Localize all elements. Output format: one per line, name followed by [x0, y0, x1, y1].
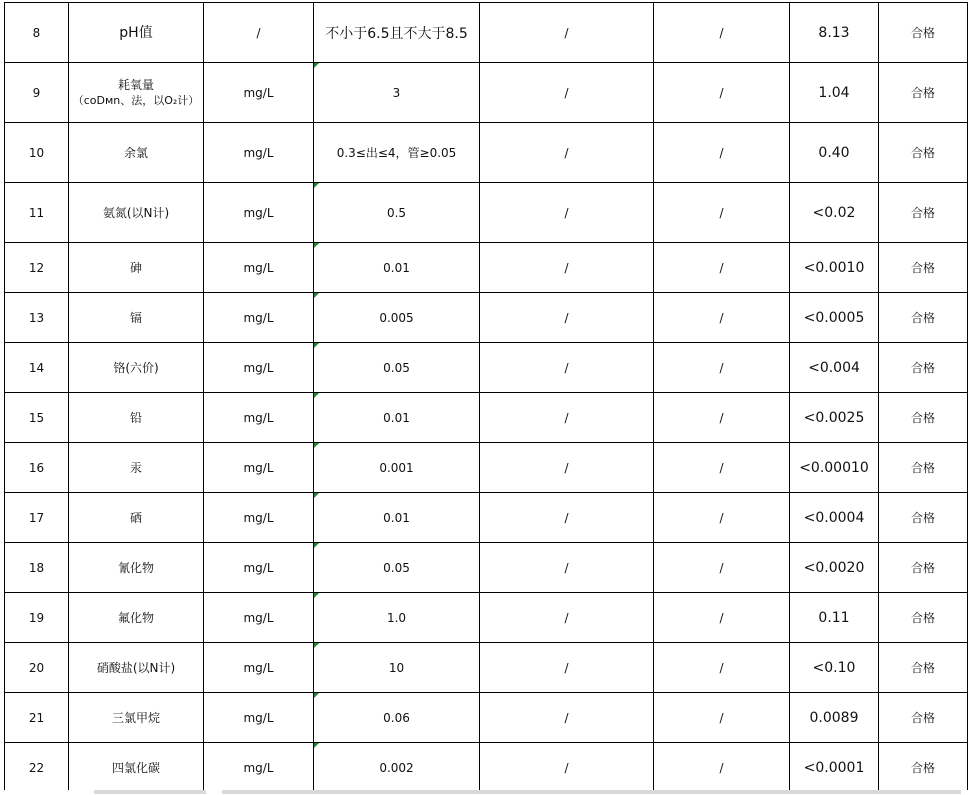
- unit-cell-text: mg/L: [243, 310, 274, 325]
- standard-cell[interactable]: [314, 743, 480, 793]
- row-number-cell-text: 16: [28, 460, 45, 475]
- row-number-cell[interactable]: [5, 243, 69, 293]
- blank-column-cell[interactable]: [654, 3, 790, 63]
- unit-cell[interactable]: [204, 123, 314, 183]
- verdict-cell-text: 合格: [910, 361, 935, 375]
- standard-cell-text: 0.5: [386, 205, 407, 220]
- blank-column-cell[interactable]: [654, 343, 790, 393]
- comment-marker-icon: [314, 743, 319, 748]
- item-name-cell[interactable]: [69, 443, 204, 493]
- standard-cell-text: 0.01: [383, 410, 410, 425]
- item-name-text: 三氯甲烷: [111, 710, 160, 725]
- result-cell[interactable]: [790, 543, 879, 593]
- standard-cell[interactable]: [314, 123, 480, 183]
- blank-column-cell-text: /: [564, 260, 569, 275]
- result-cell[interactable]: [790, 643, 879, 693]
- table-row: [5, 343, 968, 393]
- blank-column-cell[interactable]: [480, 643, 654, 693]
- unit-cell-text: mg/L: [243, 510, 274, 525]
- unit-cell[interactable]: [204, 543, 314, 593]
- row-number-cell[interactable]: [5, 183, 69, 243]
- standard-cell[interactable]: [314, 3, 480, 63]
- blank-column-cell-text: /: [564, 205, 569, 220]
- verdict-cell-text: 合格: [910, 511, 935, 525]
- unit-cell-text: mg/L: [243, 560, 274, 575]
- row-number-cell-text: 13: [28, 310, 45, 325]
- comment-marker-icon: [314, 393, 319, 398]
- row-number-cell-text: 20: [28, 660, 45, 675]
- verdict-cell-text: 合格: [910, 411, 935, 425]
- item-name-text: 铬(六价): [113, 360, 159, 375]
- standard-cell[interactable]: [314, 693, 480, 743]
- verdict-cell[interactable]: [879, 293, 968, 343]
- blank-column-cell-text: /: [719, 310, 724, 325]
- verdict-cell-text: 合格: [910, 146, 935, 160]
- unit-cell-text: mg/L: [243, 260, 274, 275]
- verdict-cell[interactable]: [879, 393, 968, 443]
- table-row: [5, 493, 968, 543]
- unit-cell-text: mg/L: [243, 145, 274, 160]
- blank-column-cell[interactable]: [654, 643, 790, 693]
- verdict-cell[interactable]: [879, 443, 968, 493]
- blank-column-cell[interactable]: [480, 293, 654, 343]
- unit-cell[interactable]: [204, 743, 314, 793]
- item-name-cell[interactable]: [69, 3, 204, 63]
- item-name-text: 四氯化碳: [111, 760, 160, 775]
- item-name-text: 氰化物: [117, 560, 154, 575]
- result-cell[interactable]: [790, 343, 879, 393]
- item-name-text: pH值: [119, 24, 153, 41]
- unit-cell[interactable]: [204, 343, 314, 393]
- comment-marker-icon: [314, 543, 319, 548]
- verdict-cell[interactable]: [879, 63, 968, 123]
- result-cell[interactable]: [790, 593, 879, 643]
- unit-cell-text: mg/L: [243, 760, 274, 775]
- result-cell[interactable]: [790, 3, 879, 63]
- unit-cell[interactable]: [204, 443, 314, 493]
- blank-column-cell-text: /: [719, 205, 724, 220]
- table-row: [5, 243, 968, 293]
- verdict-cell-text: 合格: [910, 711, 935, 725]
- standard-cell-text: 10: [388, 660, 405, 675]
- unit-cell[interactable]: [204, 3, 314, 63]
- blank-column-cell-text: /: [719, 760, 724, 775]
- unit-cell[interactable]: [204, 243, 314, 293]
- standard-cell-text: 0.01: [383, 510, 410, 525]
- blank-column-cell[interactable]: [480, 693, 654, 743]
- row-number-cell-text: 19: [28, 610, 45, 625]
- blank-column-cell-text: /: [564, 360, 569, 375]
- result-cell[interactable]: [790, 183, 879, 243]
- verdict-cell[interactable]: [879, 743, 968, 793]
- blank-column-cell-text: /: [719, 710, 724, 725]
- row-number-cell-text: 14: [28, 360, 45, 375]
- item-name-cell[interactable]: [69, 743, 204, 793]
- comment-marker-icon: [314, 343, 319, 348]
- unit-cell-text: mg/L: [243, 460, 274, 475]
- verdict-cell[interactable]: [879, 3, 968, 63]
- blank-column-cell-text: /: [564, 710, 569, 725]
- blank-column-cell[interactable]: [480, 543, 654, 593]
- unit-cell-text: mg/L: [243, 85, 274, 100]
- row-number-cell-text: 21: [28, 710, 45, 725]
- verdict-cell[interactable]: [879, 343, 968, 393]
- blank-column-cell[interactable]: [480, 183, 654, 243]
- standard-cell[interactable]: [314, 493, 480, 543]
- standard-cell[interactable]: [314, 293, 480, 343]
- standard-cell-text: 0.3≤出≤4，管≥0.05: [336, 146, 457, 160]
- item-name-cell[interactable]: [69, 123, 204, 183]
- item-name-cell[interactable]: [69, 593, 204, 643]
- verdict-cell-text: 合格: [910, 561, 935, 575]
- blank-column-cell-text: /: [564, 560, 569, 575]
- item-name-cell[interactable]: [69, 543, 204, 593]
- bottom-scroll-area: [0, 790, 971, 795]
- item-name-text: 汞: [129, 460, 142, 475]
- blank-column-cell-text: /: [564, 410, 569, 425]
- blank-column-cell-text: /: [719, 560, 724, 575]
- standard-cell[interactable]: [314, 243, 480, 293]
- row-number-cell[interactable]: [5, 543, 69, 593]
- result-cell-text: 8.13: [818, 24, 850, 41]
- table-row: [5, 643, 968, 693]
- blank-column-cell[interactable]: [654, 493, 790, 543]
- comment-marker-icon: [314, 293, 319, 298]
- blank-column-cell[interactable]: [480, 343, 654, 393]
- result-cell-text: <0.02: [812, 204, 856, 221]
- blank-column-cell[interactable]: [654, 183, 790, 243]
- comment-marker-icon: [314, 243, 319, 248]
- blank-column-cell[interactable]: [654, 593, 790, 643]
- blank-column-cell-text: /: [719, 360, 724, 375]
- item-name-text: 铅: [129, 410, 142, 425]
- comment-marker-icon: [314, 443, 319, 448]
- row-number-cell-text: 17: [28, 510, 45, 525]
- blank-column-cell[interactable]: [480, 743, 654, 793]
- standard-cell[interactable]: [314, 343, 480, 393]
- unit-cell-text: mg/L: [243, 410, 274, 425]
- verdict-cell[interactable]: [879, 643, 968, 693]
- standard-cell-text: 0.01: [383, 260, 410, 275]
- result-cell-text: <0.0004: [803, 509, 865, 526]
- verdict-cell[interactable]: [879, 183, 968, 243]
- unit-cell-text: mg/L: [243, 360, 274, 375]
- scrollbar-segment[interactable]: [222, 790, 961, 794]
- result-cell[interactable]: [790, 63, 879, 123]
- result-cell[interactable]: [790, 243, 879, 293]
- blank-column-cell-text: /: [564, 510, 569, 525]
- standard-cell-text: 0.005: [379, 310, 414, 325]
- blank-column-cell-text: /: [719, 510, 724, 525]
- verdict-cell-text: 合格: [910, 86, 935, 100]
- table-row: [5, 693, 968, 743]
- row-number-cell[interactable]: [5, 443, 69, 493]
- result-cell-text: <0.10: [812, 659, 856, 676]
- blank-column-cell[interactable]: [654, 243, 790, 293]
- row-number-cell-text: 22: [28, 760, 45, 775]
- standard-cell-text: 0.05: [383, 360, 410, 375]
- result-cell-text: 1.04: [818, 84, 850, 101]
- comment-marker-icon: [314, 183, 319, 188]
- blank-column-cell[interactable]: [480, 593, 654, 643]
- comment-marker-icon: [314, 593, 319, 598]
- row-number-cell[interactable]: [5, 63, 69, 123]
- row-number-cell-text: 9: [32, 85, 41, 100]
- blank-column-cell-text: /: [719, 660, 724, 675]
- blank-column-cell-text: /: [719, 25, 724, 40]
- blank-column-cell[interactable]: [480, 393, 654, 443]
- unit-cell[interactable]: [204, 393, 314, 443]
- blank-column-cell-text: /: [719, 260, 724, 275]
- result-cell[interactable]: [790, 693, 879, 743]
- comment-marker-icon: [314, 643, 319, 648]
- item-name-cell[interactable]: [69, 63, 204, 123]
- row-number-cell[interactable]: [5, 3, 69, 63]
- blank-column-cell[interactable]: [654, 393, 790, 443]
- blank-column-cell-text: /: [719, 410, 724, 425]
- result-cell[interactable]: [790, 123, 879, 183]
- verdict-cell[interactable]: [879, 693, 968, 743]
- blank-column-cell-text: /: [564, 25, 569, 40]
- unit-cell-text: mg/L: [243, 660, 274, 675]
- comment-marker-icon: [314, 693, 319, 698]
- comment-marker-icon: [314, 493, 319, 498]
- row-number-cell[interactable]: [5, 393, 69, 443]
- standard-cell[interactable]: [314, 393, 480, 443]
- verdict-cell-text: 合格: [910, 206, 935, 220]
- unit-cell-text: mg/L: [243, 710, 274, 725]
- result-cell-text: <0.0001: [803, 759, 865, 776]
- result-cell-text: <0.00010: [799, 459, 869, 476]
- row-number-cell[interactable]: [5, 743, 69, 793]
- row-number-cell[interactable]: [5, 493, 69, 543]
- blank-column-cell[interactable]: [480, 443, 654, 493]
- blank-column-cell-text: /: [719, 85, 724, 100]
- item-name-subtext: （coDмn、法，以O₂计）: [72, 93, 200, 107]
- table-row: [5, 393, 968, 443]
- unit-cell-text: /: [256, 25, 261, 40]
- table-row: [5, 593, 968, 643]
- item-name-cell[interactable]: [69, 183, 204, 243]
- verdict-cell-text: 合格: [910, 611, 935, 625]
- result-cell[interactable]: [790, 393, 879, 443]
- blank-column-cell[interactable]: [480, 123, 654, 183]
- blank-column-cell-text: /: [719, 460, 724, 475]
- item-name-cell[interactable]: [69, 493, 204, 543]
- blank-column-cell[interactable]: [654, 443, 790, 493]
- result-cell-text: 0.0089: [809, 709, 859, 726]
- blank-column-cell-text: /: [564, 760, 569, 775]
- comment-marker-icon: [314, 63, 319, 68]
- blank-column-cell-text: /: [564, 610, 569, 625]
- blank-column-cell-text: /: [719, 145, 724, 160]
- verdict-cell[interactable]: [879, 243, 968, 293]
- blank-column-cell[interactable]: [654, 693, 790, 743]
- water-quality-table: [4, 2, 968, 793]
- verdict-cell-text: 合格: [910, 261, 935, 275]
- table-row: [5, 123, 968, 183]
- unit-cell[interactable]: [204, 63, 314, 123]
- blank-column-cell-text: /: [564, 310, 569, 325]
- result-cell[interactable]: [790, 293, 879, 343]
- item-name-cell[interactable]: [69, 393, 204, 443]
- standard-cell-text: 1.0: [386, 610, 407, 625]
- verdict-cell[interactable]: [879, 123, 968, 183]
- blank-column-cell[interactable]: [654, 123, 790, 183]
- item-name-text: 硒: [129, 510, 142, 525]
- verdict-cell[interactable]: [879, 543, 968, 593]
- result-cell-text: <0.0005: [803, 309, 865, 326]
- standard-cell-text: 0.05: [383, 560, 410, 575]
- blank-column-cell[interactable]: [480, 493, 654, 543]
- result-cell-text: <0.0020: [803, 559, 865, 576]
- item-name-cell[interactable]: [69, 243, 204, 293]
- standard-cell[interactable]: [314, 593, 480, 643]
- row-number-cell[interactable]: [5, 293, 69, 343]
- standard-cell-text: 0.06: [383, 710, 410, 725]
- blank-column-cell-text: /: [719, 610, 724, 625]
- row-number-cell-text: 11: [28, 205, 45, 220]
- blank-column-cell-text: /: [564, 145, 569, 160]
- blank-column-cell[interactable]: [654, 543, 790, 593]
- result-cell-text: <0.0010: [803, 259, 865, 276]
- blank-column-cell-text: /: [564, 85, 569, 100]
- result-cell[interactable]: [790, 743, 879, 793]
- verdict-cell-text: 合格: [910, 26, 935, 40]
- table-row: [5, 293, 968, 343]
- result-cell-text: 0.11: [818, 609, 850, 626]
- table-body: [5, 3, 968, 793]
- blank-column-cell[interactable]: [654, 63, 790, 123]
- unit-cell[interactable]: [204, 643, 314, 693]
- standard-cell-text: 不小于6.5且不大于8.5: [325, 25, 468, 42]
- standard-cell[interactable]: [314, 63, 480, 123]
- standard-cell[interactable]: [314, 543, 480, 593]
- table-row: [5, 543, 968, 593]
- item-name-cell[interactable]: [69, 643, 204, 693]
- verdict-cell-text: 合格: [910, 461, 935, 475]
- row-number-cell[interactable]: [5, 693, 69, 743]
- table-row: [5, 183, 968, 243]
- result-cell-text: 0.40: [818, 144, 850, 161]
- result-cell[interactable]: [790, 493, 879, 543]
- result-cell-text: <0.0025: [803, 409, 865, 426]
- blank-column-cell-text: /: [564, 660, 569, 675]
- blank-column-cell[interactable]: [480, 63, 654, 123]
- row-number-cell-text: 8: [32, 25, 41, 40]
- row-number-cell-text: 15: [28, 410, 45, 425]
- unit-cell[interactable]: [204, 593, 314, 643]
- item-name-text: 氨氮(以N计): [102, 205, 170, 220]
- row-number-cell[interactable]: [5, 343, 69, 393]
- table-row: [5, 3, 968, 63]
- verdict-cell[interactable]: [879, 493, 968, 543]
- item-name-text: 砷: [129, 260, 142, 275]
- row-number-cell-text: 18: [28, 560, 45, 575]
- item-name-cell[interactable]: [69, 293, 204, 343]
- verdict-cell-text: 合格: [910, 661, 935, 675]
- row-number-cell-text: 10: [28, 145, 45, 160]
- item-name-text: 硝酸盐(以N计): [96, 660, 176, 675]
- item-name-text: 镉: [129, 310, 142, 325]
- blank-column-cell[interactable]: [654, 293, 790, 343]
- unit-cell-text: mg/L: [243, 205, 274, 220]
- row-number-cell[interactable]: [5, 643, 69, 693]
- table-row: [5, 743, 968, 793]
- unit-cell[interactable]: [204, 693, 314, 743]
- standard-cell[interactable]: [314, 443, 480, 493]
- result-cell-text: <0.004: [808, 359, 860, 376]
- item-name-cell[interactable]: [69, 693, 204, 743]
- table-row: [5, 63, 968, 123]
- row-number-cell[interactable]: [5, 593, 69, 643]
- standard-cell[interactable]: [314, 183, 480, 243]
- standard-cell-text: 0.002: [379, 760, 414, 775]
- verdict-cell-text: 合格: [910, 311, 935, 325]
- verdict-cell[interactable]: [879, 593, 968, 643]
- item-name-text: 氟化物: [117, 610, 154, 625]
- scrollbar-segment[interactable]: [94, 790, 206, 794]
- unit-cell-text: mg/L: [243, 610, 274, 625]
- unit-cell[interactable]: [204, 293, 314, 343]
- blank-column-cell-text: /: [564, 460, 569, 475]
- standard-cell-text: 3: [392, 85, 401, 100]
- blank-column-cell[interactable]: [480, 243, 654, 293]
- blank-column-cell[interactable]: [480, 3, 654, 63]
- blank-column-cell[interactable]: [654, 743, 790, 793]
- table-row: [5, 443, 968, 493]
- unit-cell[interactable]: [204, 493, 314, 543]
- standard-cell[interactable]: [314, 643, 480, 693]
- item-name-text: 耗氧量: [117, 77, 154, 92]
- unit-cell[interactable]: [204, 183, 314, 243]
- result-cell[interactable]: [790, 443, 879, 493]
- row-number-cell-text: 12: [28, 260, 45, 275]
- item-name-text: 余氯: [123, 145, 148, 160]
- row-number-cell[interactable]: [5, 123, 69, 183]
- standard-cell-text: 0.001: [379, 460, 414, 475]
- verdict-cell-text: 合格: [910, 761, 935, 775]
- item-name-cell[interactable]: [69, 343, 204, 393]
